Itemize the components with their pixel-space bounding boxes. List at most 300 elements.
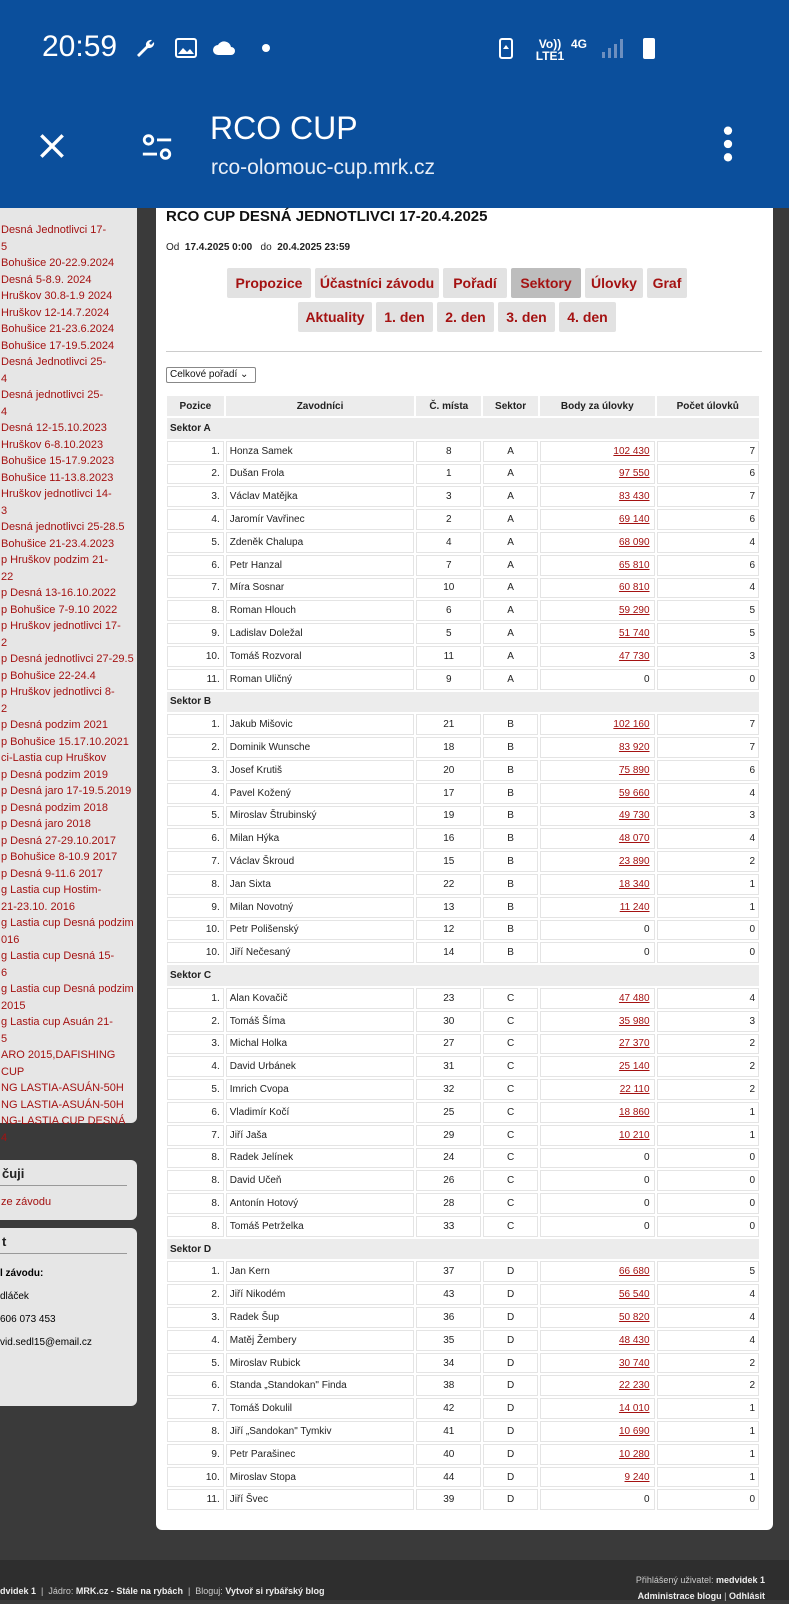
cell-points [540, 1467, 655, 1488]
cell-peg: 44 [416, 1467, 481, 1488]
cell-sector: D [483, 1261, 538, 1282]
table-row [167, 532, 759, 553]
cell-peg: 34 [416, 1353, 481, 1374]
cell-sector: B [483, 828, 538, 849]
points-link[interactable]: 48 070 [618, 833, 650, 845]
cell-position: 4. [167, 783, 224, 804]
sidebar-race-link[interactable]: g Lastia cup Hostim- [1, 884, 102, 896]
sector-name: Sektor A [167, 418, 759, 439]
cell-points [540, 1398, 655, 1419]
cell-peg: 27 [416, 1034, 481, 1055]
cell-peg: 24 [416, 1148, 481, 1169]
tab-propozice[interactable]: Propozice [227, 268, 311, 298]
cell-catches: 4 [657, 1330, 759, 1351]
table-row [167, 828, 759, 849]
cell-points [540, 1421, 655, 1442]
points-link[interactable]: 59 660 [618, 787, 650, 799]
points-link[interactable]: 14 010 [618, 1403, 650, 1415]
cell-peg: 41 [416, 1421, 481, 1442]
cell-angler: Jiří Jaša [226, 1125, 415, 1146]
sidebar-race-link[interactable]: 4 [1, 405, 8, 418]
cell-sector: D [483, 1375, 538, 1396]
cell-angler: Petr Polišenský [226, 920, 415, 941]
points-link[interactable]: 50 820 [618, 1311, 650, 1323]
cell-sector: A [483, 623, 538, 644]
cell-catches: 1 [657, 1102, 759, 1123]
chevron-down-icon: ⌄ [240, 369, 249, 380]
cell-peg: 5 [416, 623, 481, 644]
cell-position: 8. [167, 1148, 224, 1169]
logged-user[interactable]: medvidek 1 [715, 1575, 765, 1585]
sidebar-link[interactable]: ze závodu [1, 1196, 52, 1208]
points-link[interactable]: 56 540 [618, 1289, 650, 1301]
sidebar-race-link[interactable]: Hruškov 6-8.10.2023 [1, 438, 104, 451]
tab-poradi[interactable]: Pořadí [443, 268, 507, 298]
points-link[interactable]: 22 110 [619, 1084, 650, 1095]
cell-peg: 16 [416, 828, 481, 849]
sidebar-race-link[interactable]: 3 [1, 504, 8, 517]
cell-catches: 2 [657, 1056, 759, 1077]
sidebar-race-link[interactable]: g Lastia cup Asuán 21- [1, 1016, 113, 1028]
cell-points: 0 [540, 1148, 655, 1169]
dot-icon [254, 36, 278, 60]
tab-day-3[interactable]: 3. den [498, 302, 555, 332]
sidebar-race-link[interactable]: Bohušice 21-23.4.2023 [1, 537, 115, 550]
cell-sector: A [483, 669, 538, 690]
points-link[interactable]: 83 430 [618, 491, 650, 503]
cell-angler: Radek Jelínek [226, 1148, 415, 1169]
cell-peg: 12 [416, 920, 481, 941]
cell-peg: 43 [416, 1284, 481, 1305]
cell-sector: C [483, 1125, 538, 1146]
sidebar-heading: t [2, 1234, 7, 1249]
tab-graf[interactable]: Graf [647, 268, 687, 298]
points-link[interactable]: 11 240 [619, 901, 650, 913]
sidebar-race-link[interactable]: g Lastia cup Desná podzim [1, 917, 134, 929]
footer-links: dvidek 1 | Jádro: MRK.cz - Stále na rybách | Bloguj: Vytvoř si rybářský blog [0, 1586, 325, 1596]
cell-catches: 1 [657, 874, 759, 895]
cell-angler: Petr Parašinec [226, 1444, 415, 1465]
table-row [167, 1353, 759, 1374]
points-link[interactable]: 66 680 [618, 1266, 650, 1278]
cell-sector: C [483, 1034, 538, 1055]
sidebar-race-link[interactable]: NG LASTIA-ASUÁN-50H [1, 1082, 124, 1094]
cell-peg: 7 [416, 555, 481, 576]
cell-position: 7. [167, 578, 224, 599]
cell-position: 10. [167, 646, 224, 667]
sidebar-race-link[interactable]: Bohušice 11-13.8.2023 [1, 471, 114, 484]
cell-peg: 30 [416, 1011, 481, 1032]
table-row [167, 760, 759, 781]
tab-ulovky[interactable]: Úlovky [585, 268, 643, 298]
cell-sector: A [483, 486, 538, 507]
sidebar-race-link[interactable]: Desná 5-8.9. 2024 [1, 273, 92, 286]
sidebar-race-list [0, 208, 137, 1144]
cell-peg: 22 [416, 874, 481, 895]
footer-user: dvidek 1 [0, 1586, 37, 1596]
cell-catches: 3 [657, 806, 759, 827]
cell-position: 3. [167, 486, 224, 507]
cell-points [540, 464, 655, 485]
cell-angler: Jiří „Sandokan" Tymkiv [226, 1421, 415, 1442]
points-link[interactable]: 65 810 [618, 559, 650, 571]
footer-blog-label: Bloguj: [195, 1586, 223, 1596]
sidebar-race-link[interactable]: Desná Jednotlivci 25- [1, 356, 107, 368]
sidebar-race-link[interactable]: Desná jednotlivci 25-28.5 [1, 521, 125, 533]
sidebar-race-link[interactable]: Hruškov 12-14.7.2024 [1, 306, 110, 319]
points-link[interactable]: 97 550 [618, 468, 650, 480]
table-row [167, 646, 759, 667]
cell-sector: B [483, 714, 538, 735]
cell-position: 10. [167, 920, 224, 941]
ranking-select-value: Celkové pořadí [170, 369, 238, 380]
sidebar-race-link[interactable]: p Hruškov jednotlivci 17- [1, 620, 121, 632]
cell-angler: Jan Kern [226, 1261, 415, 1282]
points-link[interactable]: 10 280 [618, 1448, 650, 1460]
tab-aktuality[interactable]: Aktuality [298, 302, 372, 332]
cell-points [540, 760, 655, 781]
cell-catches: 5 [657, 600, 759, 621]
cell-peg: 19 [416, 806, 481, 827]
cell-peg: 33 [416, 1216, 481, 1237]
sector-header-row [167, 418, 759, 439]
cell-catches: 5 [657, 1261, 759, 1282]
cell-sector: D [483, 1353, 538, 1374]
cell-points [540, 897, 655, 918]
cell-peg: 23 [416, 988, 481, 1009]
sidebar-race-link[interactable]: Bohušice 20-22.9.2024 [1, 257, 115, 269]
cell-angler: Michal Holka [226, 1034, 415, 1055]
sidebar-box-contact [0, 1228, 137, 1406]
cell-catches: 3 [657, 1011, 759, 1032]
cell-angler: Tomáš Petrželka [226, 1216, 415, 1237]
footer-core-label: Jádro: [48, 1586, 74, 1596]
cell-position: 4. [167, 1056, 224, 1077]
cell-angler: Vladimír Kočí [226, 1102, 415, 1123]
sidebar-race-link[interactable]: p Desná 27-29.10.2017 [1, 834, 116, 847]
sidebar-race-link[interactable]: p Hruškov podzim 21- [1, 554, 108, 566]
sidebar-race-link[interactable]: p Desná 9-11.6 2017 [1, 867, 103, 880]
table-row [167, 942, 759, 963]
sector-header-row [167, 965, 759, 986]
clock: 20:59 [42, 30, 118, 63]
table-row [167, 714, 759, 735]
cell-angler: David Urbánek [226, 1056, 415, 1077]
footer-blog-link[interactable]: Vytvoř si rybářský blog [225, 1586, 325, 1596]
sidebar-race-link[interactable]: p Desná jaro 17-19.5.2019 [1, 785, 132, 797]
cell-points [540, 1079, 655, 1100]
cell-catches: 6 [657, 555, 759, 576]
table-row [167, 1375, 759, 1396]
cell-peg: 6 [416, 600, 481, 621]
sidebar-race-link[interactable]: Bohušice 15-17.9.2023 [1, 455, 115, 467]
more-menu-icon[interactable] [720, 124, 736, 164]
cell-position: 10. [167, 942, 224, 963]
ranking-select[interactable] [166, 367, 256, 383]
cell-catches: 7 [657, 441, 759, 462]
cell-sector: B [483, 920, 538, 941]
points-link[interactable]: 83 920 [618, 742, 650, 754]
cell-angler: Václav Škroud [226, 851, 415, 872]
cell-catches: 4 [657, 532, 759, 553]
sidebar-race-link[interactable]: p Desná 13-16.10.2022 [1, 587, 116, 599]
sidebar-race-link[interactable]: ci-Lastia cup Hruškov [1, 752, 107, 764]
points-link[interactable]: 47 480 [618, 992, 650, 1004]
table-row [167, 920, 759, 941]
cell-angler: Jakub Mišovic [226, 714, 415, 735]
cell-sector: A [483, 600, 538, 621]
cell-position: 5. [167, 1079, 224, 1100]
points-link[interactable]: 75 890 [618, 764, 650, 776]
sidebar-race-link[interactable]: g Lastia cup Desná 15- [1, 950, 115, 962]
cell-angler: Jaromír Vavřinec [226, 509, 415, 530]
cell-catches: 4 [657, 1284, 759, 1305]
cell-catches: 0 [657, 920, 759, 941]
admin-link[interactable]: Administrace blogu [637, 1591, 722, 1601]
cell-peg: 28 [416, 1193, 481, 1214]
sidebar-race-link[interactable]: p Bohušice 7-9.10 2022 [1, 603, 118, 616]
points-link[interactable]: 48 430 [618, 1334, 650, 1346]
cell-points [540, 1034, 655, 1055]
cell-catches: 2 [657, 851, 759, 872]
points-link[interactable]: 69 140 [618, 514, 650, 526]
sidebar-race-link[interactable]: Hruškov jednotlivci 14- [1, 488, 112, 500]
cell-catches: 1 [657, 1444, 759, 1465]
sidebar-race-link[interactable]: ARO 2015,DAFISHING [1, 1049, 116, 1061]
cell-catches: 0 [657, 1489, 759, 1510]
cell-sector: D [483, 1398, 538, 1419]
cell-points [540, 441, 655, 462]
sidebar-race-link[interactable]: 2 [1, 636, 8, 649]
cell-angler: Radek Šup [226, 1307, 415, 1328]
table-row [167, 1398, 759, 1419]
cell-sector: C [483, 1011, 538, 1032]
sidebar-race-link[interactable]: 4 [1, 1131, 8, 1144]
table-row [167, 1193, 759, 1214]
cell-catches: 0 [657, 1193, 759, 1214]
table-row [167, 1011, 759, 1032]
cell-peg: 2 [416, 509, 481, 530]
cell-points: 0 [540, 942, 655, 963]
sidebar-race-link[interactable]: p Desná podzim 2018 [1, 801, 109, 814]
wrench-icon [134, 36, 158, 60]
event-title: RCO CUP DESNÁ JEDNOTLIVCI 17-20.4.2025 [166, 208, 488, 225]
cell-peg: 4 [416, 532, 481, 553]
cell-points [540, 988, 655, 1009]
sidebar-race-link[interactable]: p Bohušice 15.17.10.2021 [1, 735, 129, 748]
sidebar-race-link[interactable]: g Lastia cup Desná podzim [1, 983, 134, 995]
sidebar-race-link[interactable]: 2015 [1, 999, 26, 1012]
cell-angler: Jiří Nikodém [226, 1284, 415, 1305]
footer-core-link[interactable]: MRK.cz - Stále na rybách [75, 1586, 183, 1596]
from-date: 17.4.2025 0:00 [184, 242, 253, 253]
sidebar-race-link[interactable]: 21-23.10. 2016 [1, 900, 76, 913]
site-settings-icon[interactable] [140, 130, 174, 164]
points-link[interactable]: 9 240 [624, 1471, 650, 1483]
tab-day-1[interactable]: 1. den [376, 302, 433, 332]
close-icon[interactable] [36, 130, 68, 162]
sidebar-race-link[interactable]: p Desná jaro 2018 [1, 818, 91, 830]
cell-sector: C [483, 1056, 538, 1077]
points-link[interactable]: 10 210 [618, 1129, 650, 1141]
cell-position: 7. [167, 1398, 224, 1419]
tab-day-4[interactable]: 4. den [559, 302, 616, 332]
points-link[interactable]: 49 730 [618, 810, 650, 822]
cell-position: 7. [167, 851, 224, 872]
sidebar-race-link[interactable]: 2 [1, 702, 8, 715]
sidebar-race-link[interactable]: p Bohušice 22-24.4 [1, 669, 96, 682]
network-type: 4G [571, 37, 588, 51]
sidebar-race-link[interactable]: 5 [1, 1032, 8, 1045]
sidebar-race-link[interactable]: p Hruškov jednotlivci 8- [1, 686, 115, 698]
cell-angler: Ladislav Doležal [226, 623, 415, 644]
cell-angler: Míra Sosnar [226, 578, 415, 599]
sidebar-race-link[interactable]: NG-LASTIA CUP DESNÁ [1, 1115, 126, 1127]
cell-position: 9. [167, 1444, 224, 1465]
points-link[interactable]: 59 290 [618, 605, 650, 617]
table-row [167, 1102, 759, 1123]
contact-label: l závodu: [0, 1268, 44, 1279]
sidebar-race-link[interactable]: 016 [1, 933, 20, 946]
cell-catches: 1 [657, 1421, 759, 1442]
points-link[interactable]: 102 160 [613, 719, 650, 731]
cell-sector: B [483, 897, 538, 918]
cell-sector: C [483, 1216, 538, 1237]
table-row [167, 600, 759, 621]
points-link[interactable]: 25 140 [618, 1061, 650, 1073]
sidebar-race-link[interactable]: Desná Jednotlivci 17- [1, 224, 107, 236]
points-link[interactable]: 18 340 [618, 878, 650, 890]
cell-position: 2. [167, 464, 224, 485]
col-pozice: Pozice [167, 396, 224, 416]
cell-catches: 0 [657, 669, 759, 690]
cell-position: 1. [167, 714, 224, 735]
cell-peg: 29 [416, 1125, 481, 1146]
points-link[interactable]: 18 860 [618, 1106, 650, 1118]
points-link[interactable]: 47 730 [618, 650, 650, 662]
cell-angler: Josef Krutiš [226, 760, 415, 781]
sidebar-race-link[interactable]: p Desná podzim 2019 [1, 768, 109, 781]
table-row [167, 623, 759, 644]
to-label: do [260, 242, 272, 253]
sidebar-race-link[interactable]: 6 [1, 966, 8, 979]
cell-catches: 5 [657, 623, 759, 644]
sidebar-race-link[interactable]: CUP [1, 1065, 25, 1078]
sidebar-race-link[interactable]: Desná jednotlivci 25- [1, 389, 104, 401]
table-row [167, 1489, 759, 1510]
sidebar-race-link[interactable]: Bohušice 17-19.5.2024 [1, 339, 115, 352]
sidebar-race-link[interactable]: p Bohušice 8-10.9 2017 [1, 851, 118, 863]
points-link[interactable]: 10 690 [618, 1425, 650, 1437]
points-link[interactable]: 60 810 [618, 582, 650, 594]
table-row [167, 783, 759, 804]
cell-peg: 32 [416, 1079, 481, 1100]
cell-sector: A [483, 646, 538, 667]
cell-points [540, 874, 655, 895]
cell-angler: Roman Uličný [226, 669, 415, 690]
footer [0, 1560, 789, 1600]
cell-points [540, 1307, 655, 1328]
cell-angler: Imrich Cvopa [226, 1079, 415, 1100]
cell-sector: C [483, 988, 538, 1009]
cell-catches: 4 [657, 828, 759, 849]
cell-peg: 3 [416, 486, 481, 507]
cell-position: 3. [167, 1307, 224, 1328]
cell-catches: 2 [657, 1079, 759, 1100]
tab-day-2[interactable]: 2. den [437, 302, 494, 332]
cell-sector: A [483, 578, 538, 599]
cell-angler: Tomáš Rozvoral [226, 646, 415, 667]
points-link[interactable]: 51 740 [618, 628, 650, 640]
cell-catches: 2 [657, 1375, 759, 1396]
cell-catches: 4 [657, 578, 759, 599]
points-link[interactable]: 35 980 [618, 1015, 650, 1027]
sidebar-race-link[interactable]: 22 [1, 570, 14, 583]
cell-catches: 3 [657, 646, 759, 667]
sidebar-race-link[interactable]: 4 [1, 372, 8, 385]
cell-angler: Milan Hýka [226, 828, 415, 849]
tab-ucastnici[interactable]: Účastníci závodu [315, 268, 439, 298]
sidebar-race-link[interactable]: Bohušice 21-23.6.2024 [1, 323, 115, 335]
cell-sector: D [483, 1330, 538, 1351]
cell-peg: 26 [416, 1170, 481, 1191]
from-label: Od [166, 242, 180, 253]
cell-position: 6. [167, 1102, 224, 1123]
points-link[interactable]: 22 230 [618, 1380, 650, 1392]
cell-sector: D [483, 1444, 538, 1465]
cell-sector: C [483, 1193, 538, 1214]
cell-peg: 8 [416, 441, 481, 462]
sidebar-race-link[interactable]: Hruškov 30.8-1.9 2024 [1, 290, 113, 302]
cell-catches: 0 [657, 942, 759, 963]
col-pocet: Počet úlovků [657, 396, 759, 416]
cell-peg: 15 [416, 851, 481, 872]
cell-angler: Pavel Kožený [226, 783, 415, 804]
sidebar-race-link[interactable]: NG LASTIA-ASUÁN-50H [1, 1098, 124, 1111]
cell-angler: Jiří Nečesaný [226, 942, 415, 963]
page-url[interactable]: rco-olomouc-cup.mrk.cz [211, 156, 436, 179]
cell-angler: Zdeněk Chalupa [226, 532, 415, 553]
points-link[interactable]: 102 430 [613, 445, 650, 457]
logout-link[interactable]: Odhlásit [728, 1591, 765, 1601]
points-link[interactable]: 30 740 [618, 1357, 650, 1369]
cell-peg: 21 [416, 714, 481, 735]
points-link[interactable]: 27 370 [618, 1038, 650, 1050]
table-row [167, 1079, 759, 1100]
browser-app-bar [0, 98, 789, 208]
col-cislo-mista: Č. místa [416, 396, 481, 416]
cell-sector: C [483, 1170, 538, 1191]
table-row [167, 669, 759, 690]
cell-points [540, 783, 655, 804]
cell-points: 0 [540, 920, 655, 941]
sidebar-race-link[interactable]: p Desná jednotlivci 27-29.5 [1, 653, 134, 665]
contact-phone: 606 073 453 [0, 1314, 56, 1325]
sidebar-race-link[interactable]: p Desná podzim 2021 [1, 719, 109, 731]
tab-sektory[interactable]: Sektory [511, 268, 581, 298]
cell-position: 8. [167, 1216, 224, 1237]
sidebar-race-link[interactable]: 5 [1, 240, 8, 253]
cell-angler: Dušan Frola [226, 464, 415, 485]
points-link[interactable]: 68 090 [618, 536, 650, 548]
sidebar-race-link[interactable]: Desná 12-15.10.2023 [1, 422, 107, 434]
cell-sector: A [483, 464, 538, 485]
cell-sector: B [483, 942, 538, 963]
cell-angler: David Učeň [226, 1170, 415, 1191]
points-link[interactable]: 23 890 [618, 856, 650, 868]
table-row [167, 874, 759, 895]
battery-icon [637, 36, 661, 60]
